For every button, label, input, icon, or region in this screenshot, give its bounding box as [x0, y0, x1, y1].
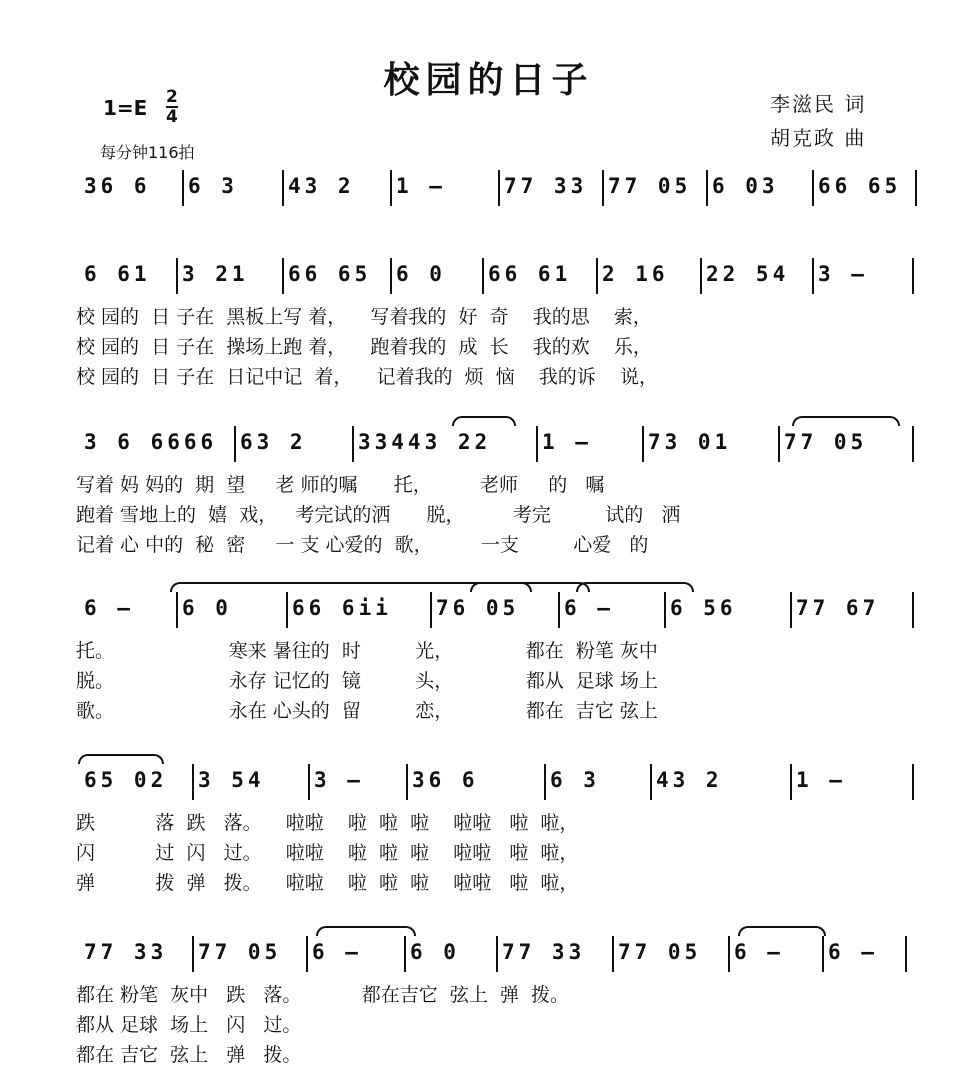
- barline: [544, 764, 546, 800]
- measure-notes: 3 54: [198, 768, 265, 792]
- time-sig-numerator: 2: [166, 87, 178, 107]
- barline: [406, 764, 408, 800]
- measure-notes: 6 0: [410, 940, 460, 964]
- tempo-marking: 每分钟116拍: [100, 143, 195, 162]
- lyric-line: 托。 寒来 暑往的 时 光， 都在 粉笔 灰中: [76, 640, 658, 662]
- slur-mark: [792, 416, 900, 426]
- barline: [176, 258, 178, 294]
- measure-notes: 77 05: [608, 174, 692, 198]
- lyric-line: 闪 过 闪 过。 啦啦 啦 啦 啦 啦啦 啦 啦，: [76, 842, 579, 864]
- barline: [912, 764, 914, 800]
- lyric-line: 弹 拨 弹 拨。 啦啦 啦 啦 啦 啦啦 啦 啦，: [76, 872, 579, 894]
- measure-notes: 6 3: [550, 768, 600, 792]
- measure-notes: 3 –: [818, 262, 868, 286]
- barline: [822, 936, 824, 972]
- time-signature: [166, 88, 178, 126]
- measure-notes: 66 65: [818, 174, 902, 198]
- key-signature: 1=E: [103, 96, 148, 120]
- barline: [234, 426, 236, 462]
- barline: [192, 764, 194, 800]
- measure-notes: 77 33: [504, 174, 588, 198]
- barline: [282, 170, 284, 206]
- measure-notes: 66 61: [488, 262, 572, 286]
- lyric-line: 记着 心 中的 秘 密 一 支 心爱的 歌， 一支 心爱 的: [76, 534, 649, 556]
- barline: [182, 170, 184, 206]
- barline: [282, 258, 284, 294]
- measure-notes: 3 21: [182, 262, 249, 286]
- barline: [812, 170, 814, 206]
- barline: [558, 592, 560, 628]
- barline: [352, 426, 354, 462]
- barline: [650, 764, 652, 800]
- slur-mark: [470, 582, 532, 592]
- lyric-line: 写着 妈 妈的 期 望 老 师的嘱 托， 老师 的 嘱: [76, 474, 605, 496]
- barline: [496, 936, 498, 972]
- barline: [192, 936, 194, 972]
- barline: [602, 170, 604, 206]
- lyric-line: 都在 粉笔 灰中 跌 落。 都在吉它 弦上 弹 拨。: [76, 984, 569, 1006]
- slur-mark: [78, 754, 164, 764]
- measure-notes: 22 54: [706, 262, 790, 286]
- barline: [905, 936, 907, 972]
- measure-notes: 6 0: [182, 596, 232, 620]
- measure-notes: 6 –: [84, 596, 134, 620]
- lyric-line: 歌。 永在 心头的 留 恋， 都在 吉它 弦上: [76, 700, 658, 722]
- barline: [390, 170, 392, 206]
- measure-notes: 6 –: [312, 940, 362, 964]
- measure-notes: 65 02: [84, 768, 168, 792]
- measure-notes: 2 16: [602, 262, 669, 286]
- barline: [912, 592, 914, 628]
- measure-notes: 77 33: [502, 940, 586, 964]
- measure-notes: 77 33: [84, 940, 168, 964]
- measure-notes: 6 –: [828, 940, 878, 964]
- measure-notes: 77 05: [198, 940, 282, 964]
- lyric-line: 校 园的 日 子在 日记中记 着， 记着我的 烦 恼 我的诉 说，: [76, 366, 658, 388]
- measure-notes: 6 61: [84, 262, 151, 286]
- barline: [728, 936, 730, 972]
- measure-notes: 77 67: [796, 596, 880, 620]
- barline: [642, 426, 644, 462]
- barline: [498, 170, 500, 206]
- barline: [790, 592, 792, 628]
- lyric-line: 脱。 永存 记忆的 镜 头， 都从 足球 场上: [76, 670, 658, 692]
- song-title: 校园的日子: [383, 59, 594, 101]
- slur-mark: [738, 926, 826, 936]
- measure-notes: 6 0: [396, 262, 446, 286]
- measure-notes: 63 2: [240, 430, 307, 454]
- barline: [790, 764, 792, 800]
- lyricist-credit: 李滋民 词: [770, 92, 867, 116]
- measure-notes: 6 56: [670, 596, 737, 620]
- barline: [912, 258, 914, 294]
- barline: [700, 258, 702, 294]
- barline: [404, 936, 406, 972]
- measure-notes: 1 –: [542, 430, 592, 454]
- lyric-line: 校 园的 日 子在 操场上跑 着， 跑着我的 成 长 我的欢 乐，: [76, 336, 652, 358]
- barline: [176, 592, 178, 628]
- measure-notes: 43 2: [288, 174, 355, 198]
- composer-credit: 胡克政 曲: [770, 126, 867, 150]
- measure-notes: 36 6: [412, 768, 479, 792]
- time-sig-denominator: 4: [166, 107, 178, 127]
- barline: [390, 258, 392, 294]
- measure-notes: 6 3: [188, 174, 238, 198]
- barline: [596, 258, 598, 294]
- lyric-line: 都从 足球 场上 闪 过。: [76, 1014, 302, 1036]
- lyric-line: 跑着 雪地上的 嬉 戏， 考完试的洒 脱， 考完 试的 洒: [76, 504, 681, 526]
- measure-notes: 33443 22: [358, 430, 492, 454]
- barline: [286, 592, 288, 628]
- barline: [664, 592, 666, 628]
- measure-notes: 36 6: [84, 174, 151, 198]
- measure-notes: 66 65: [288, 262, 372, 286]
- barline: [912, 426, 914, 462]
- barline: [430, 592, 432, 628]
- measure-notes: 43 2: [656, 768, 723, 792]
- barline: [778, 426, 780, 462]
- measure-notes: 73 01: [648, 430, 732, 454]
- barline: [706, 170, 708, 206]
- barline: [812, 258, 814, 294]
- lyric-line: 跌 落 跌 落。 啦啦 啦 啦 啦 啦啦 啦 啦，: [76, 812, 579, 834]
- measure-notes: 1 –: [396, 174, 446, 198]
- barline: [306, 936, 308, 972]
- measure-notes: 77 05: [618, 940, 702, 964]
- measure-notes: 3 6 6666: [84, 430, 218, 454]
- lyric-line: 校 园的 日 子在 黑板上写 着， 写着我的 好 奇 我的思 索，: [76, 306, 652, 328]
- measure-notes: 76 05: [436, 596, 520, 620]
- measure-notes: 6 –: [564, 596, 614, 620]
- slur-mark: [576, 582, 694, 592]
- barline: [482, 258, 484, 294]
- measure-notes: 6 03: [712, 174, 779, 198]
- measure-notes: 1 –: [796, 768, 846, 792]
- barline: [612, 936, 614, 972]
- measure-notes: 77 05: [784, 430, 868, 454]
- barline: [536, 426, 538, 462]
- measure-notes: 66 6ii: [292, 596, 392, 620]
- barline: [915, 170, 917, 206]
- measure-notes: 3 –: [314, 768, 364, 792]
- slur-mark: [316, 926, 416, 936]
- lyric-line: 都在 吉它 弦上 弹 拨。: [76, 1044, 302, 1066]
- measure-notes: 6 –: [734, 940, 784, 964]
- barline: [308, 764, 310, 800]
- slur-mark: [452, 416, 516, 426]
